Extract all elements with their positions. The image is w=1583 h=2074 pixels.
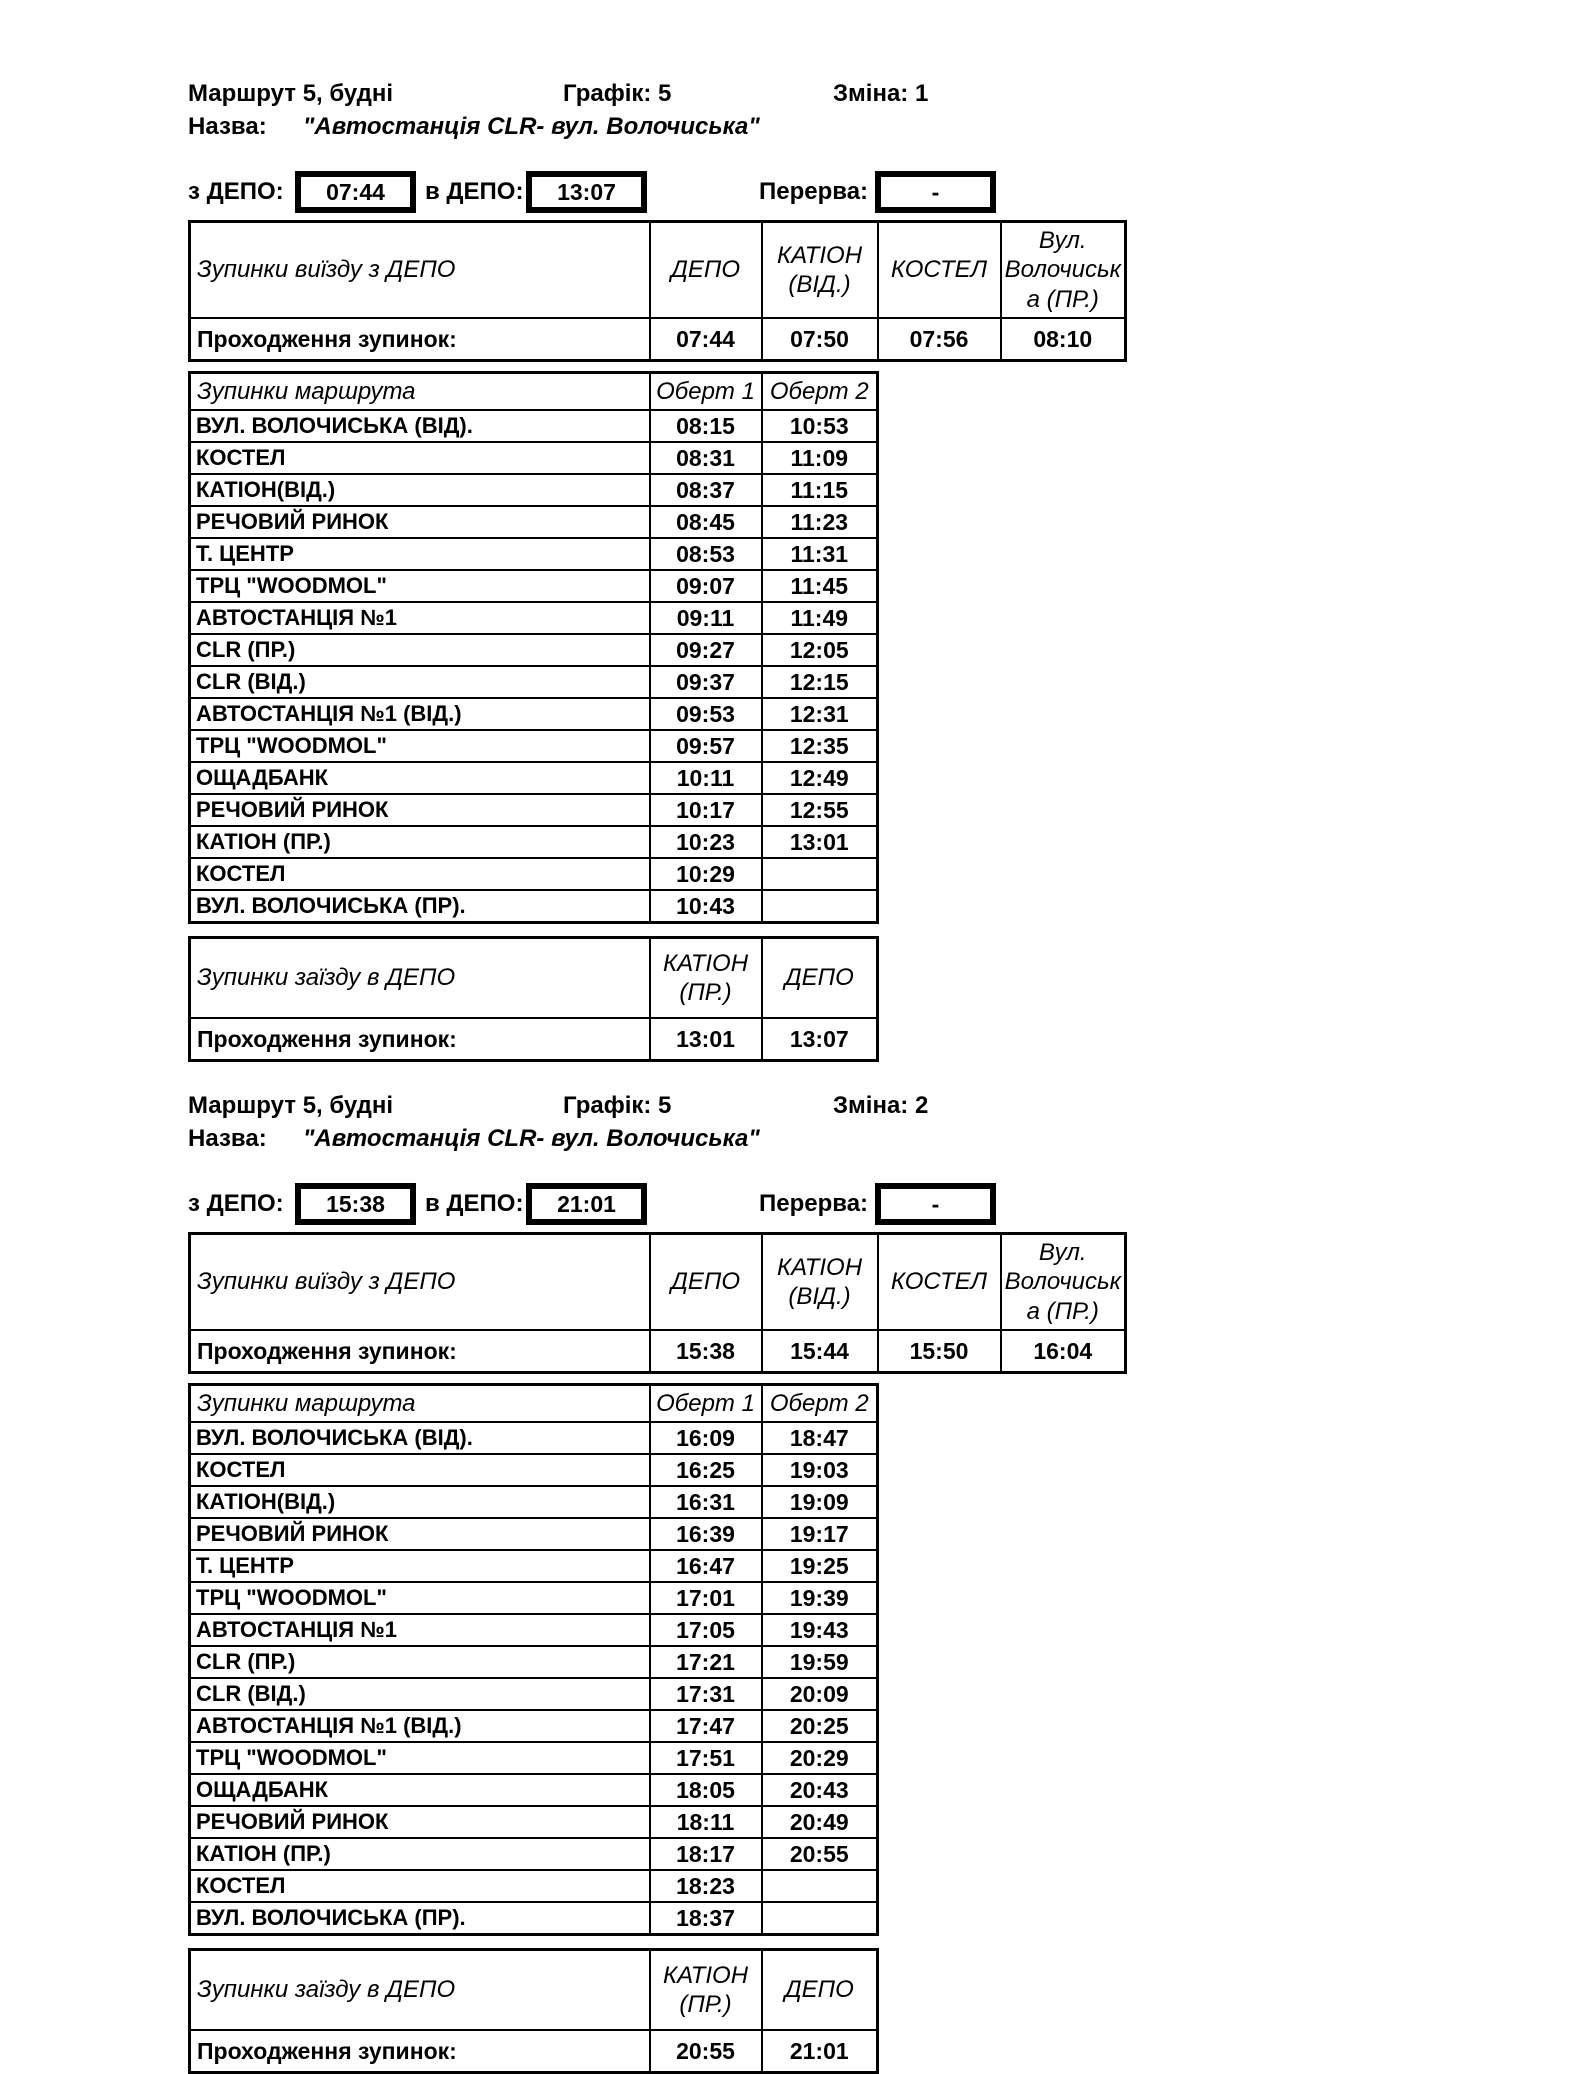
route-name-value: "Автостанція CLR- вул. Волочиська" bbox=[303, 113, 760, 140]
lap2-time-cell: 19:25 bbox=[762, 1550, 878, 1582]
stop-name-cell: CLR (ВІД.) bbox=[190, 1678, 650, 1710]
pass-time-cell: 13:01 bbox=[650, 1018, 762, 1061]
arrival-header-row bbox=[190, 1950, 878, 2031]
pass-time-cell: 20:55 bbox=[650, 2030, 762, 2073]
arrival-stops-title: Зупинки заїзду в ДЕПО bbox=[190, 938, 650, 1019]
route-stops-table bbox=[188, 371, 879, 924]
lap1-time-cell: 10:23 bbox=[650, 826, 762, 858]
pass-time-cell: 08:10 bbox=[1001, 318, 1126, 361]
stop-name-cell: КОСТЕЛ bbox=[190, 1454, 650, 1486]
lap2-time-cell: 13:01 bbox=[762, 826, 878, 858]
pass-time-cell: 16:04 bbox=[1001, 1330, 1126, 1373]
route-stop-row bbox=[190, 634, 878, 666]
lap1-time-cell: 18:23 bbox=[650, 1870, 762, 1902]
lap1-time-cell: 10:17 bbox=[650, 794, 762, 826]
departure-col-depo: ДЕПО bbox=[650, 222, 762, 319]
pass-stops-label: Проходження зупинок: bbox=[190, 1018, 650, 1061]
from-depot-label: з ДЕПО: bbox=[188, 178, 284, 205]
departure-header-row bbox=[190, 222, 1126, 319]
route-stop-row bbox=[190, 1614, 878, 1646]
pass-time-cell: 07:50 bbox=[762, 318, 878, 361]
lap1-time-cell: 08:45 bbox=[650, 506, 762, 538]
lap1-time-cell: 09:57 bbox=[650, 730, 762, 762]
depot-departure-table bbox=[188, 220, 1127, 362]
stop-name-cell: АВТОСТАНЦІЯ №1 bbox=[190, 1614, 650, 1646]
stop-name-cell: КАТІОН (ПР.) bbox=[190, 826, 650, 858]
departure-col-kation-vid: КАТІОН (ВІД.) bbox=[762, 1234, 878, 1331]
route-stops-title: Зупинки маршрута bbox=[190, 1385, 650, 1423]
route-stop-row bbox=[190, 442, 878, 474]
route-stops-title: Зупинки маршрута bbox=[190, 373, 650, 411]
pass-time-cell: 07:56 bbox=[878, 318, 1001, 361]
stop-name-cell: РЕЧОВИЙ РИНОК bbox=[190, 794, 650, 826]
lap1-time-cell: 18:11 bbox=[650, 1806, 762, 1838]
lap1-time-cell: 17:21 bbox=[650, 1646, 762, 1678]
stop-name-cell: ВУЛ. ВОЛОЧИСЬКА (ВІД). bbox=[190, 410, 650, 442]
route-stop-row bbox=[190, 570, 878, 602]
lap1-time-cell: 16:31 bbox=[650, 1486, 762, 1518]
from-depot-time-box: 07:44 bbox=[295, 171, 416, 213]
lap2-time-cell: 12:15 bbox=[762, 666, 878, 698]
lap2-time-cell: 12:31 bbox=[762, 698, 878, 730]
lap2-time-cell: 20:55 bbox=[762, 1838, 878, 1870]
break-time-box: - bbox=[875, 171, 996, 213]
lap1-time-cell: 10:11 bbox=[650, 762, 762, 794]
route-stop-row bbox=[190, 1646, 878, 1678]
lap1-time-cell: 09:11 bbox=[650, 602, 762, 634]
route-stop-row bbox=[190, 730, 878, 762]
lap2-time-cell bbox=[762, 890, 878, 923]
lap2-time-cell: 20:29 bbox=[762, 1742, 878, 1774]
pass-time-cell: 21:01 bbox=[762, 2030, 878, 2073]
departure-pass-row bbox=[190, 318, 1126, 361]
arrival-col-depo: ДЕПО bbox=[762, 1950, 878, 2031]
lap1-header: Оберт 1 bbox=[650, 1385, 762, 1423]
departure-stops-title: Зупинки виїзду з ДЕПО bbox=[190, 222, 650, 319]
lap1-time-cell: 17:47 bbox=[650, 1710, 762, 1742]
stop-name-cell: РЕЧОВИЙ РИНОК bbox=[190, 506, 650, 538]
route-title: Маршрут 5, будні bbox=[188, 80, 394, 107]
shift-2-section bbox=[188, 1092, 1583, 2074]
lap1-time-cell: 17:51 bbox=[650, 1742, 762, 1774]
lap2-time-cell bbox=[762, 1870, 878, 1902]
stop-name-cell: КОСТЕЛ bbox=[190, 1870, 650, 1902]
stop-name-cell: ВУЛ. ВОЛОЧИСЬКА (ВІД). bbox=[190, 1422, 650, 1454]
departure-pass-row bbox=[190, 1330, 1126, 1373]
stop-name-cell: КАТІОН(ВІД.) bbox=[190, 474, 650, 506]
stop-name-cell: ТРЦ "WOODMOL" bbox=[190, 1582, 650, 1614]
route-stop-row bbox=[190, 1454, 878, 1486]
lap1-time-cell: 17:05 bbox=[650, 1614, 762, 1646]
lap2-time-cell: 19:39 bbox=[762, 1582, 878, 1614]
departure-col-kostel: КОСТЕЛ bbox=[878, 1234, 1001, 1331]
lap1-time-cell: 16:39 bbox=[650, 1518, 762, 1550]
name-label: Назва: bbox=[188, 1125, 267, 1152]
route-stop-row bbox=[190, 1710, 878, 1742]
route-stop-row bbox=[190, 474, 878, 506]
departure-col-volochyska: Вул. Волочиська (ПР.) bbox=[1001, 222, 1126, 319]
pass-time-cell: 15:38 bbox=[650, 1330, 762, 1373]
route-stop-row bbox=[190, 538, 878, 570]
departure-col-kation-vid: КАТІОН (ВІД.) bbox=[762, 222, 878, 319]
route-stop-row bbox=[190, 1582, 878, 1614]
route-stops-table bbox=[188, 1383, 879, 1936]
arrival-pass-row bbox=[190, 2030, 878, 2073]
lap1-time-cell: 08:15 bbox=[650, 410, 762, 442]
from-depot-time-box: 15:38 bbox=[295, 1183, 416, 1225]
to-depot-time-box: 13:07 bbox=[526, 171, 647, 213]
route-stop-row bbox=[190, 826, 878, 858]
route-stop-row bbox=[190, 1838, 878, 1870]
stop-name-cell: АВТОСТАНЦІЯ №1 bbox=[190, 602, 650, 634]
lap2-header: Оберт 2 bbox=[762, 373, 878, 411]
lap2-time-cell: 11:23 bbox=[762, 506, 878, 538]
arrival-header-row bbox=[190, 938, 878, 1019]
lap2-time-cell: 20:25 bbox=[762, 1710, 878, 1742]
lap2-time-cell bbox=[762, 1902, 878, 1935]
shift-1-section bbox=[188, 80, 1583, 1062]
pass-time-cell: 15:50 bbox=[878, 1330, 1001, 1373]
lap1-time-cell: 18:37 bbox=[650, 1902, 762, 1935]
lap2-header: Оберт 2 bbox=[762, 1385, 878, 1423]
route-stop-row bbox=[190, 1518, 878, 1550]
pass-time-cell: 15:44 bbox=[762, 1330, 878, 1373]
departure-header-row bbox=[190, 1234, 1126, 1331]
lap1-time-cell: 16:25 bbox=[650, 1454, 762, 1486]
stop-name-cell: ТРЦ "WOODMOL" bbox=[190, 1742, 650, 1774]
stop-name-cell: АВТОСТАНЦІЯ №1 (ВІД.) bbox=[190, 1710, 650, 1742]
stop-name-cell: КАТІОН(ВІД.) bbox=[190, 1486, 650, 1518]
stop-name-cell: CLR (ВІД.) bbox=[190, 666, 650, 698]
depot-arrival-table bbox=[188, 936, 879, 1062]
lap1-time-cell: 09:53 bbox=[650, 698, 762, 730]
lap2-time-cell: 19:59 bbox=[762, 1646, 878, 1678]
lap2-time-cell: 12:05 bbox=[762, 634, 878, 666]
lap2-time-cell: 11:49 bbox=[762, 602, 878, 634]
lap2-time-cell: 11:45 bbox=[762, 570, 878, 602]
lap1-time-cell: 18:17 bbox=[650, 1838, 762, 1870]
shift-label: Зміна: 2 bbox=[833, 1092, 929, 1119]
route-header-row bbox=[190, 1385, 878, 1423]
route-header-row bbox=[190, 373, 878, 411]
route-stop-row bbox=[190, 1902, 878, 1935]
lap2-time-cell: 19:17 bbox=[762, 1518, 878, 1550]
shift-2-title-row bbox=[188, 1092, 1583, 1120]
lap2-time-cell: 12:49 bbox=[762, 762, 878, 794]
lap1-time-cell: 09:37 bbox=[650, 666, 762, 698]
to-depot-time-box: 21:01 bbox=[526, 1183, 647, 1225]
lap1-header: Оберт 1 bbox=[650, 373, 762, 411]
depot-departure-table bbox=[188, 1232, 1127, 1374]
route-name-row bbox=[188, 1125, 1583, 1153]
route-stop-row bbox=[190, 890, 878, 923]
route-name-row bbox=[188, 113, 1583, 141]
lap1-time-cell: 09:07 bbox=[650, 570, 762, 602]
stop-name-cell: ТРЦ "WOODMOL" bbox=[190, 730, 650, 762]
route-stop-row bbox=[190, 1486, 878, 1518]
lap1-time-cell: 17:31 bbox=[650, 1678, 762, 1710]
stop-name-cell: CLR (ПР.) bbox=[190, 634, 650, 666]
from-depot-label: з ДЕПО: bbox=[188, 1190, 284, 1217]
schedule-label: Графік: 5 bbox=[563, 1092, 672, 1119]
stop-name-cell: ОЩАДБАНК bbox=[190, 762, 650, 794]
lap2-time-cell: 20:43 bbox=[762, 1774, 878, 1806]
lap1-time-cell: 10:29 bbox=[650, 858, 762, 890]
lap2-time-cell bbox=[762, 858, 878, 890]
lap2-time-cell: 10:53 bbox=[762, 410, 878, 442]
name-label: Назва: bbox=[188, 113, 267, 140]
lap1-time-cell: 08:31 bbox=[650, 442, 762, 474]
route-stop-row bbox=[190, 1870, 878, 1902]
route-stop-row bbox=[190, 1678, 878, 1710]
lap2-time-cell: 19:43 bbox=[762, 1614, 878, 1646]
route-name-value: "Автостанція CLR- вул. Волочиська" bbox=[303, 1125, 760, 1152]
lap1-time-cell: 18:05 bbox=[650, 1774, 762, 1806]
shift-1-title-row bbox=[188, 80, 1583, 108]
arrival-col-kation-pr: КАТІОН (ПР.) bbox=[650, 1950, 762, 2031]
stop-name-cell: РЕЧОВИЙ РИНОК bbox=[190, 1806, 650, 1838]
departure-col-depo: ДЕПО bbox=[650, 1234, 762, 1331]
stop-name-cell: ВУЛ. ВОЛОЧИСЬКА (ПР). bbox=[190, 1902, 650, 1935]
break-label: Перерва: bbox=[759, 178, 869, 205]
pass-stops-label: Проходження зупинок: bbox=[190, 318, 650, 361]
pass-time-cell: 07:44 bbox=[650, 318, 762, 361]
lap2-time-cell: 19:09 bbox=[762, 1486, 878, 1518]
stop-name-cell: АВТОСТАНЦІЯ №1 (ВІД.) bbox=[190, 698, 650, 730]
stop-name-cell: КОСТЕЛ bbox=[190, 858, 650, 890]
lap2-time-cell: 12:35 bbox=[762, 730, 878, 762]
route-stop-row bbox=[190, 666, 878, 698]
stop-name-cell: ВУЛ. ВОЛОЧИСЬКА (ПР). bbox=[190, 890, 650, 923]
lap2-time-cell: 11:09 bbox=[762, 442, 878, 474]
lap1-time-cell: 17:01 bbox=[650, 1582, 762, 1614]
shift-label: Зміна: 1 bbox=[833, 80, 929, 107]
route-stop-row bbox=[190, 762, 878, 794]
depot-times-row bbox=[188, 171, 1583, 213]
lap2-time-cell: 12:55 bbox=[762, 794, 878, 826]
break-label: Перерва: bbox=[759, 1190, 869, 1217]
departure-col-kostel: КОСТЕЛ bbox=[878, 222, 1001, 319]
departure-stops-title: Зупинки виїзду з ДЕПО bbox=[190, 1234, 650, 1331]
route-title: Маршрут 5, будні bbox=[188, 1092, 394, 1119]
stop-name-cell: КАТІОН (ПР.) bbox=[190, 1838, 650, 1870]
route-stop-row bbox=[190, 698, 878, 730]
arrival-col-kation-pr: КАТІОН (ПР.) bbox=[650, 938, 762, 1019]
lap1-time-cell: 08:53 bbox=[650, 538, 762, 570]
lap2-time-cell: 11:15 bbox=[762, 474, 878, 506]
stop-name-cell: КОСТЕЛ bbox=[190, 442, 650, 474]
to-depot-label: в ДЕПО: bbox=[425, 1190, 524, 1217]
route-stop-row bbox=[190, 506, 878, 538]
lap1-time-cell: 16:47 bbox=[650, 1550, 762, 1582]
stop-name-cell: РЕЧОВИЙ РИНОК bbox=[190, 1518, 650, 1550]
arrival-col-depo: ДЕПО bbox=[762, 938, 878, 1019]
depot-times-row bbox=[188, 1183, 1583, 1225]
schedule-label: Графік: 5 bbox=[563, 80, 672, 107]
to-depot-label: в ДЕПО: bbox=[425, 178, 524, 205]
pass-stops-label: Проходження зупинок: bbox=[190, 1330, 650, 1373]
break-time-box: - bbox=[875, 1183, 996, 1225]
stop-name-cell: CLR (ПР.) bbox=[190, 1646, 650, 1678]
lap2-time-cell: 20:09 bbox=[762, 1678, 878, 1710]
lap2-time-cell: 11:31 bbox=[762, 538, 878, 570]
lap2-time-cell: 18:47 bbox=[762, 1422, 878, 1454]
lap1-time-cell: 08:37 bbox=[650, 474, 762, 506]
arrival-pass-row bbox=[190, 1018, 878, 1061]
route-stop-row bbox=[190, 410, 878, 442]
lap2-time-cell: 19:03 bbox=[762, 1454, 878, 1486]
lap1-time-cell: 09:27 bbox=[650, 634, 762, 666]
stop-name-cell: ОЩАДБАНК bbox=[190, 1774, 650, 1806]
route-stop-row bbox=[190, 858, 878, 890]
stop-name-cell: Т. ЦЕНТР bbox=[190, 538, 650, 570]
stop-name-cell: ТРЦ "WOODMOL" bbox=[190, 570, 650, 602]
lap1-time-cell: 10:43 bbox=[650, 890, 762, 923]
departure-col-volochyska: Вул. Волочиська (ПР.) bbox=[1001, 1234, 1126, 1331]
pass-stops-label: Проходження зупинок: bbox=[190, 2030, 650, 2073]
route-stop-row bbox=[190, 1550, 878, 1582]
route-stop-row bbox=[190, 1422, 878, 1454]
lap1-time-cell: 16:09 bbox=[650, 1422, 762, 1454]
arrival-stops-title: Зупинки заїзду в ДЕПО bbox=[190, 1950, 650, 2031]
lap2-time-cell: 20:49 bbox=[762, 1806, 878, 1838]
stop-name-cell: Т. ЦЕНТР bbox=[190, 1550, 650, 1582]
depot-arrival-table bbox=[188, 1948, 879, 2074]
pass-time-cell: 13:07 bbox=[762, 1018, 878, 1061]
route-stop-row bbox=[190, 1774, 878, 1806]
route-stop-row bbox=[190, 1742, 878, 1774]
route-stop-row bbox=[190, 1806, 878, 1838]
route-stop-row bbox=[190, 794, 878, 826]
route-stop-row bbox=[190, 602, 878, 634]
